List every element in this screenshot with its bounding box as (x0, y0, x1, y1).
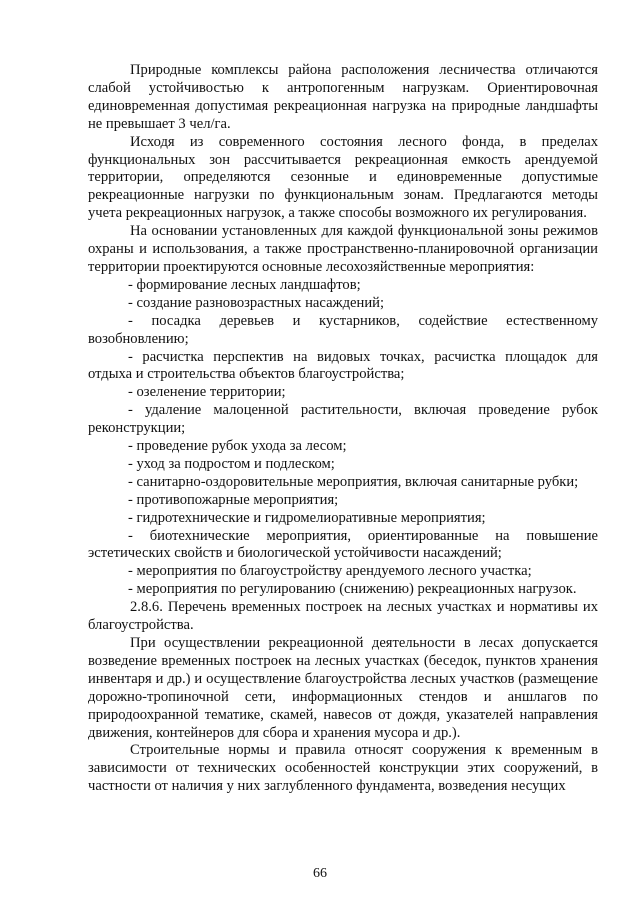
document-page (88, 62, 598, 862)
paragraph-recreational-capacity: Исходя из современного состояния лесного фонда, в пределах функциональных зон рассчитывается рекреационная емкость арендуемой территории, определяются сезонные и единовременные допустимые рекреационные нагрузки по функциональным зонам. Предлагаются методы учета рекреационных нагрузок, а также способы возможного их регулирования. (88, 133, 598, 222)
forestry-measures-list (88, 277, 598, 599)
list-item: - мероприятия по благоустройству арендуемого лесного участка; (128, 563, 532, 580)
list-item: - мероприятия по регулированию (снижению) рекреационных нагрузок. (128, 581, 577, 598)
list-item: - гидротехнические и гидромелиоративные мероприятия; (128, 509, 486, 526)
page-number: 66 (313, 866, 327, 881)
section-heading: 2.8.6. Перечень временных построек на лесных участках и нормативы их благоустройства. (88, 599, 598, 634)
list-item: - уход за подростом и подлеском; (128, 455, 335, 472)
list-item: - биотехнические мероприятия, ориентированные на повышение эстетических свойств и биологической устойчивости насаждений; (88, 527, 598, 562)
list-item: - создание разновозрастных насаждений; (128, 294, 385, 311)
list-item: - озеленение территории; (128, 384, 286, 401)
list-item: - удаление малоценной растительности, включая проведение рубок реконструкции; (88, 402, 598, 437)
list-item: - формирование лесных ландшафтов; (128, 276, 361, 293)
list-item: - расчистка перспектив на видовых точках, расчистка площадок для отдыха и строительства объектов благоустройства; (88, 348, 598, 383)
list-item: - посадка деревьев и кустарников, содействие естественному возобновлению; (88, 312, 598, 347)
paragraph-recreational-load: Природные комплексы района расположения лесничества отличаются слабой устойчивостью к антропогенным нагрузкам. Ориентировочная единовременная допустимая рекреационная нагрузка на природные ландшафты не превышает 3 чел/га. (88, 62, 598, 132)
paragraph-forestry-measures-intro: На основании установленных для каждой функциональной зоны режимов охраны и использования, а также пространственно-планировочной организации территории проектируются основные лесохозяйственные мероприятия: (88, 223, 598, 275)
list-item: - противопожарные мероприятия; (128, 491, 339, 508)
paragraph-temporary-buildings: При осуществлении рекреационной деятельности в лесах допускается возведение временных построек на лесных участках (беседок, пунктов хранения инвентаря и др.) и осуществление благоустройства лесных участков (размещение дорожно-тропиночной сети, информационных стендов и аншлагов по природоохранной тематике, скамей, навесов от дождя, указателей направления движения, контейнеров для сбора и хранения мусора и др.). (88, 635, 598, 741)
list-item: - проведение рубок ухода за лесом; (128, 438, 347, 455)
paragraph-building-norms: Строительные нормы и правила относят сооружения к временным в зависимости от технических особенностей конструкции этих сооружений, в частности от наличия у них заглубленного фундамента, возведения несущих (88, 742, 598, 795)
list-item: - санитарно-оздоровительные мероприятия, включая санитарные рубки; (128, 473, 579, 490)
